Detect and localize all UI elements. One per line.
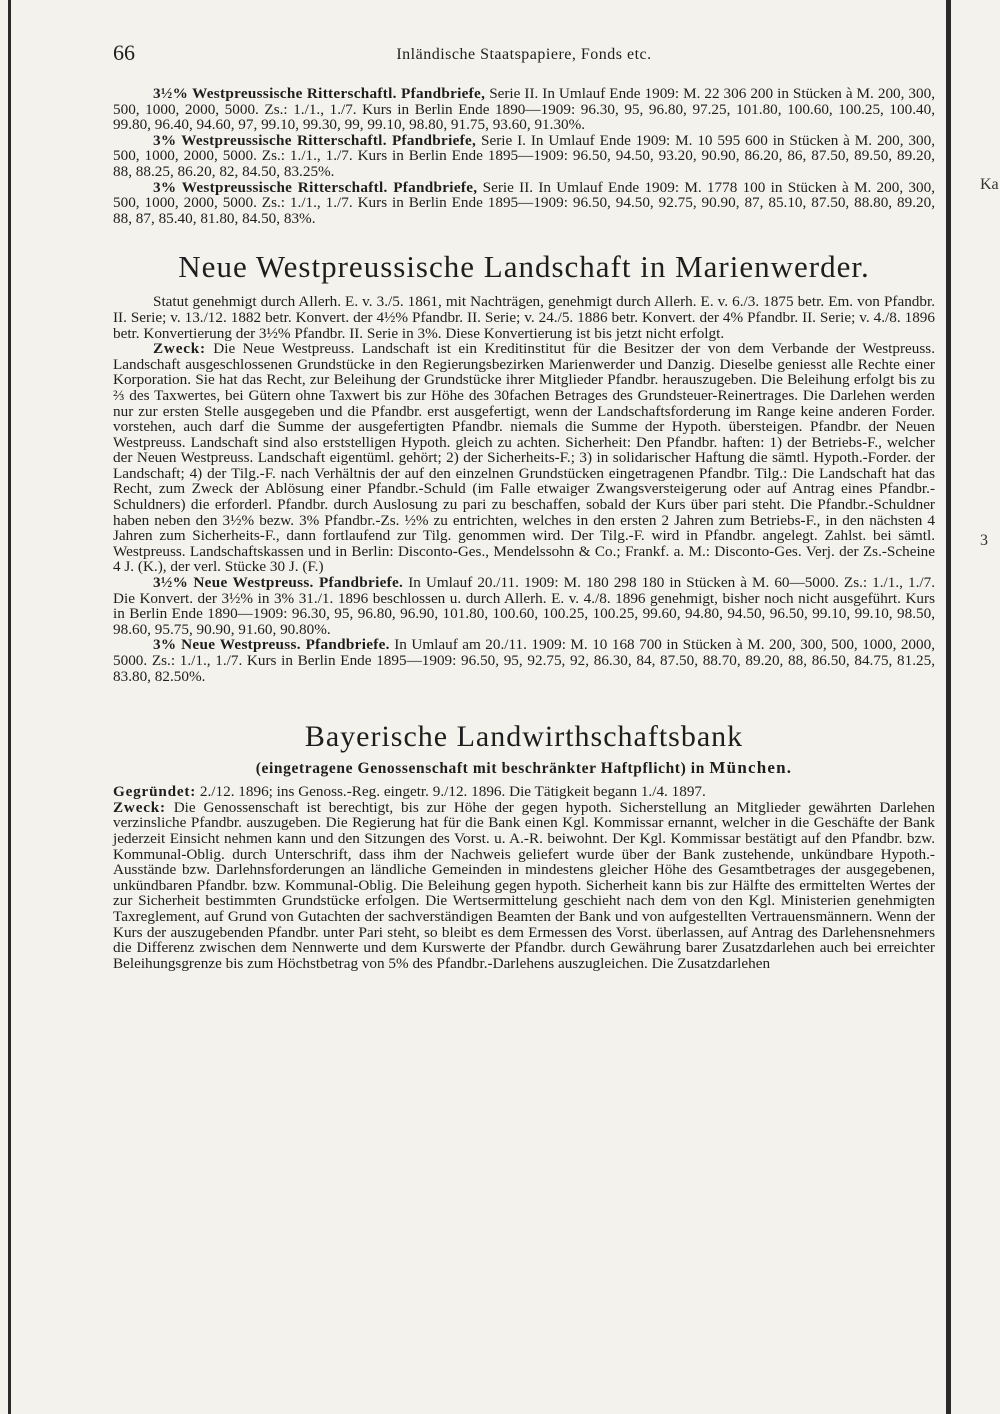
gegruendet-paragraph bbox=[113, 784, 935, 800]
gegruendet-text: 2./12. 1896; ins Genoss.-Reg. eingetr. 9./12. 1896. Die Tätigkeit begann 1./4. 1897. bbox=[199, 783, 706, 801]
edge-mark-top: Ka bbox=[980, 176, 999, 193]
entry-ritterschaft-3-serie-2 bbox=[113, 180, 935, 227]
section-title-bayerische: Bayerische Landwirthschaftsbank bbox=[304, 720, 744, 754]
section-title-neue-westpreussische: Neue Westpreussische Landschaft in Marienwerder. bbox=[178, 249, 870, 285]
entry-text: Serie II. In Umlauf Ende 1909: M. 22 306 200 in Stücken à M. 200, 300, 500, 1000, 2000, 5000. Zs.: 1./1., 1./7. Kurs in Berlin Ende 1890—1909: 96.30, 95, 96.80, 97.25, 101.80, 100.60, 100.25, 100.40, 99.80, 96.40, 94.60, 97, 99.10, 99.30, 99, 99.10, 98.80, 91.75, 93.60, 91.30%. bbox=[113, 85, 935, 134]
entry-text: In Umlauf am 20./11. 1909: M. 10 168 700 in Stücken à M. 200, 300, 500, 1000, 2000, 5000. Zs.: 1./1., 1./7. Kurs in Berlin Ende 1895—1909: 96.50, 95, 92.75, 92, 86.30, 84, 87.50, 88.70, 89.20, 88, 86.50, 84.75, 81.25, 83.80, 82.50%. bbox=[113, 636, 936, 685]
page bbox=[113, 40, 935, 971]
right-column-rule bbox=[946, 0, 951, 1414]
entry-neue-3-5 bbox=[113, 575, 935, 637]
zweck-text: Die Neue Westpreuss. Landschaft ist ein Kreditinstitut für die Besitzer der von dem Verbande der Westpreuss. Landschaft ausgeschlossenen Grundstücke in den Regierungsbezirken Marienwerder und Danzig. Dieselbe geniesst alle Rechte einer Korporation. Sie hat das Recht, zur Beleihung der Grundstücke ihrer Mitglieder Pfandbr. herauszugeben. Die Beleihung erfolgt bis zu ⅔ des Taxwertes, bei Gütern ohne Taxwert bis zur Höhe des 30fachen Betrages des Grundsteuer-Reinertrages. Die Darlehen werden nur zur ersten Stelle ausgegeben und die Pfandbr. erst ausgefertigt, wenn der Landschaftsforderung im Range keine anderen Forder. vorstehen, auch darf die Summe der ausgefertigten Pfandbr. niemals die Summe der Hypoth. übersteigen. Pfandbr. der Neuen Westpreuss. Landschaft sind also erststelligen Hypoth. gleich zu achten. Sicherheit: Den Pfandbr. haften: 1) der Betriebs-F., welcher der Neuen Westpreuss. Landschaft eigentüml. gehört; 2) der Sicherheits-F.; 3) in solidarischer Haftung die sämtl. Hypoth.-Forder. der Landschaft; 4) der Tilg.-F. nach Verhältnis der auf den einzelnen Grundstücken eingetragenen Pfandbr. Tilg.: Die Landschaft hat das Recht, zum Zweck der Ablösung einer Pfandbr.-Schuld (im Falle etwaiger Zwangsversteigerung oder auf Antrag eines Pfandbr.-Schuldners) die erforderl. Pfandbr. durch Auslosung zu pari zu beschaffen, sobald der Kurs über pari steht. Die Pfandbr.-Schuldner haben neben den 3½% bezw. 3% Pfandbr.-Zs. ½% zu entrichten, welches in den ersten 2 Jahren zum Betriebs-F., in den nächsten 4 Jahren zum Sicherheits-F., dann fortlaufend zur Tilg. genommen wird. Der Tilg.-F. wird in Pfandbr. angelegt. Zahlst. bei sämtl. Westpreuss. Landschaftskassen und in Berlin: Disconto-Ges., Mendelssohn & Co.; Frankf. a. M.: Disconto-Ges. Verj. der Zs.-Scheine 4 J. (K.), der verl. Stücke 30 J. (F.) bbox=[113, 340, 936, 576]
page-header bbox=[113, 40, 935, 80]
subtitle-text: (eingetragene Genossenschaft mit beschränkter Haftpflicht) in bbox=[255, 760, 705, 778]
zweck-paragraph-bayer bbox=[113, 800, 935, 972]
section-ritterschaft bbox=[113, 86, 935, 226]
running-title: Inländische Staatspapiere, Fonds etc. bbox=[396, 46, 652, 63]
zweck-text: Die Genossenschaft ist berechtigt, bis zur Höhe der gegen hypoth. Sicherstellung an Mitglieder gewährten Darlehen verzinsliche Pfandbr. auszugeben. Die Regierung hat für die Bank einen Kgl. Kommissar ernannt, welcher in die Geschäfte der Bank jederzeit Einsicht nehmen kann und den Sitzungen des Vorst. u. A.-R. beiwohnt. Der Kgl. Kommissar bestätigt auf den Pfandbr. bzw. Kommunal-Oblig. durch Unterschrift, dass ihm der Nachweis geliefert wurde über der Bank zustehende, unkündbare Hypoth.-Ausstände bzw. Darlehnsforderungen an ländliche Gemeinden in mindestens gleicher Höhe des Gesamtbetrages der ausgegebenen, unkündbaren Pfandbr. bzw. Kommunal-Oblig. Die Beleihung gegen hypoth. Sicherheit kann bis zur Hälfte des ermittelten Wertes der zur Sicherheit bestimmten Grundstücke erfolgen. Die Wertsermittelung geschieht nach dem von den Kgl. Ministerien genehmigten Taxreglement, auf Grund von Gutachten der sachverständigen Beamten der Bank und von aufgestellten Vertrauensmännern. Wenn der Kurs der auszugebenden Pfandbr. unter Pari steht, so bleibt es dem Ermessen des Vorst. überlassen, auf Antrag des Darlehensnehmers die Differenz zwischen dem Nennwerte und dem Kurswerte der Pfandbr. durch Gewährung barer Zusatzdarlehen auch bei erreichter Beleihungsgrenze bis zum Höchstbetrag von 5% des Pfandbr.-Darlehens auszugleichen. Die Zusatzdarlehen bbox=[113, 798, 935, 972]
zweck-paragraph bbox=[113, 341, 935, 575]
entry-text: Serie II. In Umlauf Ende 1909: M. 1778 100 in Stücken à M. 200, 300, 500, 1000, 2000, 5000. Zs.: 1./1., 1./7. Kurs in Berlin Ende 1895—1909: 96.50, 94.50, 92.75, 90.90, 87, 85.10, 87.50, 88.80, 89.20, 88, 87, 85.40, 81.80, 84.50, 83%. bbox=[113, 178, 935, 227]
entry-lead: 3% Neue Westpreuss. Pfandbriefe. bbox=[153, 636, 390, 654]
subtitle-city: München. bbox=[709, 758, 793, 778]
entry-ritterschaft-3-5-serie-2 bbox=[113, 86, 935, 133]
section-bayerische bbox=[113, 784, 935, 971]
entry-text: Serie I. In Umlauf Ende 1909: M. 10 595 600 in Stücken à M. 200, 300, 500, 1000, 2000, 5000. Zs.: 1./1., 1./7. Kurs in Berlin Ende 1895—1909: 96.50, 94.50, 93.20, 90.90, 86.20, 86, 87.50, 89.50, 89.20, 88, 88.25, 86.20, 82, 84.50, 83.25%. bbox=[113, 131, 935, 180]
gegruendet-label: Gegründet: bbox=[113, 783, 197, 801]
section-subtitle-bayerische bbox=[113, 758, 935, 778]
page-number: 66 bbox=[113, 40, 135, 65]
entry-lead: 3½% Westpreussische Ritterschaftl. Pfandbriefe, bbox=[153, 85, 486, 102]
entry-lead: 3% Westpreussische Ritterschaftl. Pfandbriefe, bbox=[153, 178, 478, 196]
entry-ritterschaft-3-serie-1 bbox=[113, 133, 935, 180]
entry-text: In Umlauf 20./11. 1909: M. 180 298 180 in Stücken à M. 60—5000. Zs.: 1./1., 1./7. Die Konvert. der 3½% in 3% 31./1. 1896 beschlossen u. durch Allerh. E. v. 4./8. 1896 genehmigt, bisher noch nicht ausgeführt. Kurs in Berlin Ende 1890—1909: 96.30, 95, 96.80, 96.90, 101.80, 100.60, 100.25, 100.25, 99.60, 94.80, 94.50, 96.50, 99.10, 99.10, 98.50, 98.60, 95.75, 90.90, 91.60, 90.80%. bbox=[113, 574, 936, 638]
section-neue-westpreussische bbox=[113, 294, 935, 684]
left-margin-line bbox=[8, 0, 11, 1414]
entry-lead: 3% Westpreussische Ritterschaftl. Pfandbriefe, bbox=[153, 131, 477, 149]
entry-neue-3 bbox=[113, 637, 935, 684]
statut-paragraph: Statut genehmigt durch Allerh. E. v. 3./5. 1861, mit Nachträgen, genehmigt durch Allerh. E. v. 6./3. 1875 betr. Em. von Pfandbr. II. Serie; v. 13./12. 1882 betr. Konvert. der 4½% Pfandbr. II. Serie; v. 24./5. 1886 betr. Konvert. der 4% Pfandbr. II. Serie; v. 4./8. 1896 betr. Konvertierung der 3½% Pfandbr. II. Serie in 3%. Diese Konvertierung ist bis jetzt nicht erfolgt. bbox=[113, 293, 935, 342]
entry-lead: 3½% Neue Westpreuss. Pfandbriefe. bbox=[153, 574, 404, 592]
zweck-label: Zweck: bbox=[153, 340, 206, 358]
edge-mark-mid: 3 bbox=[980, 532, 988, 549]
zweck-label: Zweck: bbox=[113, 798, 166, 816]
